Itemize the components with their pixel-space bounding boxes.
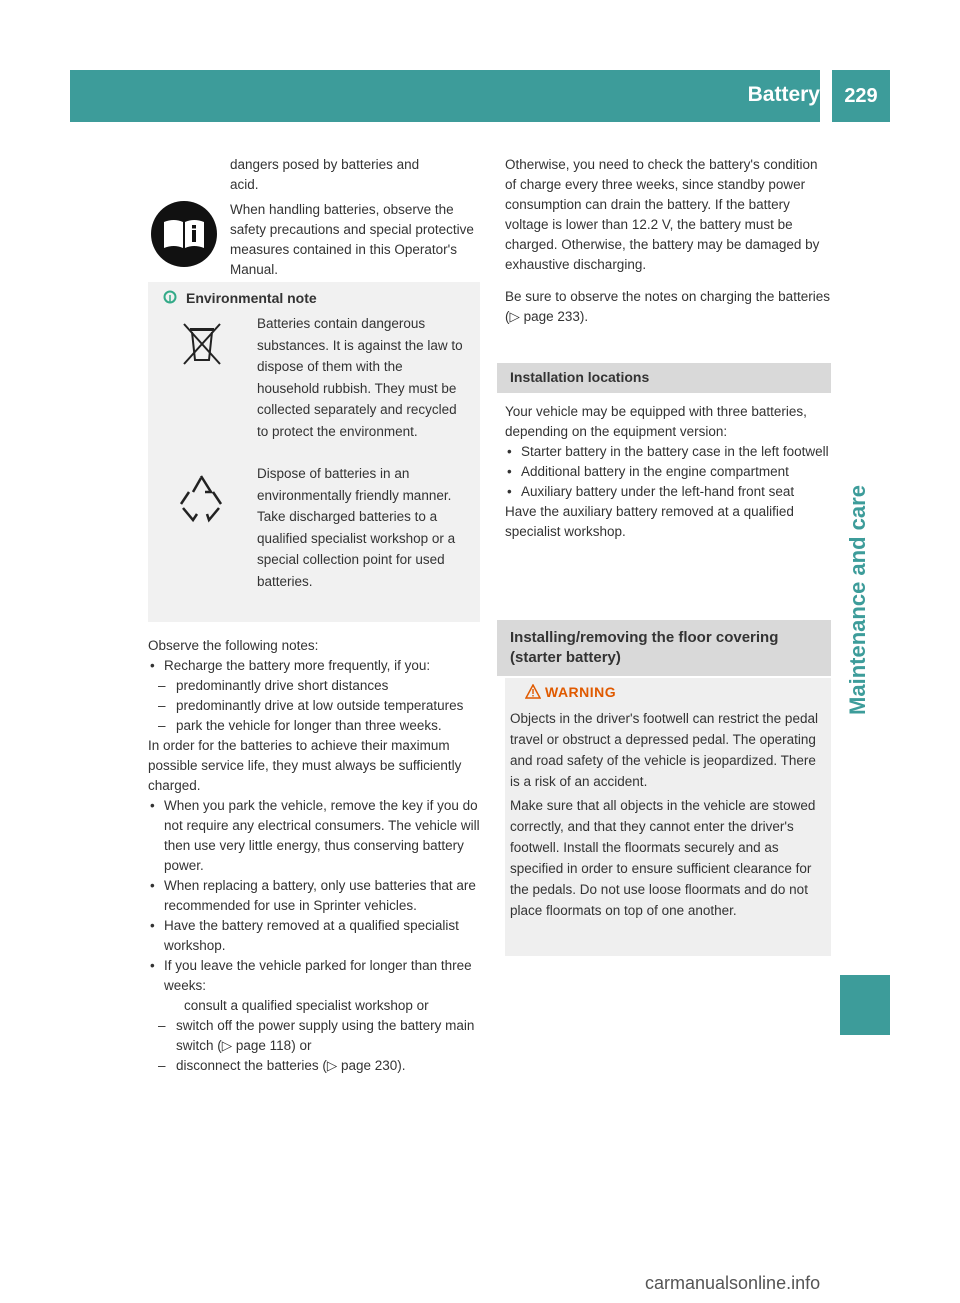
install-location-item: • Starter battery in the battery case in the left footwell [505,442,831,462]
page-number: 229 [844,85,878,107]
bullet-item: • If you leave the vehicle parked for longer than three weeks: [148,956,482,996]
side-chapter-label: Maintenance and care [845,485,870,715]
bullet-item: • When you park the vehicle, remove the key if you do not require any electrical consumers. The vehicle will then use very little energy, thus conserving battery power. [148,796,482,876]
intro-line-1: dangers posed by batteries and [230,157,420,172]
env-note-text-1: Batteries contain dangerous substances. It is against the law to dispose of them with the household rubbish. They must be collected separately and recycled to protect the environment. [257,316,463,439]
floor-covering-heading: Installing/removing the floor covering (starter battery) [510,629,779,666]
floor-covering-heading-box [497,620,831,676]
left-notes [148,656,482,1076]
warning-text-2: Make sure that all objects in the vehicle are stowed correctly, and that they cannot enter the driver's footwell. Install the floormats securely and as specified in order to ensure sufficient clearance for the pedals. Do not use loose floormats and do not place floormats on top of one another. [510,798,816,918]
side-chapter-tab [828,420,888,780]
charge-check-paragraph: Otherwise, you need to check the battery's condition of charge every three weeks, since standby power consumption can drain the battery. If the battery voltage is lower than 12.2 V, the battery must be charged. Otherwise, the battery may be damaged by exhaustive discharging. [505,157,820,272]
intro-line-2: acid. [230,177,259,192]
dash-item: – switch off the power supply using the battery main switch (▷ page 118) or [148,1016,482,1056]
bullet-item: • When replacing a battery, only use batteries that are recommended for use in Sprinter vehicles. [148,876,482,916]
warning-triangle-icon [525,684,541,699]
dash-item: – predominantly drive at low outside temperatures [148,696,482,716]
installation-locations-heading: Installation locations [510,369,650,385]
installation-intro: Your vehicle may be equipped with three batteries, depending on the equipment version: [505,404,807,439]
page-number-box [832,70,890,122]
warning-text-1: Objects in the driver's footwell can restrict the pedal travel or obstruct a depressed pedal. The operating and road safety of the vehicle is jeopardized. There is a risk of an accident. [510,711,818,789]
watermark: carmanualsonline.info [645,1273,821,1293]
installation-section [505,402,831,542]
warning-label: WARNING [545,684,617,700]
section-title: Battery [747,83,820,106]
install-location-item: • Additional battery in the engine compartment [505,462,831,482]
crossed-bin-icon [180,320,224,368]
install-location-item: • Auxiliary battery under the left-hand front seat [505,482,831,502]
observe-notes-intro: Observe the following notes: [148,638,319,653]
environmental-note-title: Environmental note [186,290,317,306]
dash-item: – predominantly drive short distances [148,676,482,696]
recycle-icon [173,470,229,526]
leaf-icon [163,290,177,304]
installation-locations-heading-box [497,363,831,393]
consult-line: consult a qualified specialist workshop or [184,998,429,1013]
env-note-text-2: Dispose of batteries in an environmentally friendly manner. Take discharged batteries to a qualified specialist workshop or a special collection point for used batteries. [257,466,456,589]
charging-note-paragraph: Be sure to observe the notes on charging the batteries (▷ page 233). [505,289,830,324]
side-marker-block [840,975,890,1035]
intro-text [230,155,480,195]
service-life-paragraph: In order for the batteries to achieve their maximum possible service life, they must always be sufficiently charged. [148,738,462,793]
info-text: When handling batteries, observe the safety precautions and special protective measures contained in this Operator's Manual. [230,202,474,277]
auxiliary-battery-note: Have the auxiliary battery removed at a qualified specialist workshop. [505,504,794,539]
dash-item: – disconnect the batteries (▷ page 230). [148,1056,482,1076]
bullet-item: • Have the battery removed at a qualified specialist workshop. [148,916,482,956]
dash-item: – park the vehicle for longer than three weeks. [148,716,482,736]
bullet-recharge: • Recharge the battery more frequently, if you: [148,656,482,676]
info-book-icon [150,200,218,268]
